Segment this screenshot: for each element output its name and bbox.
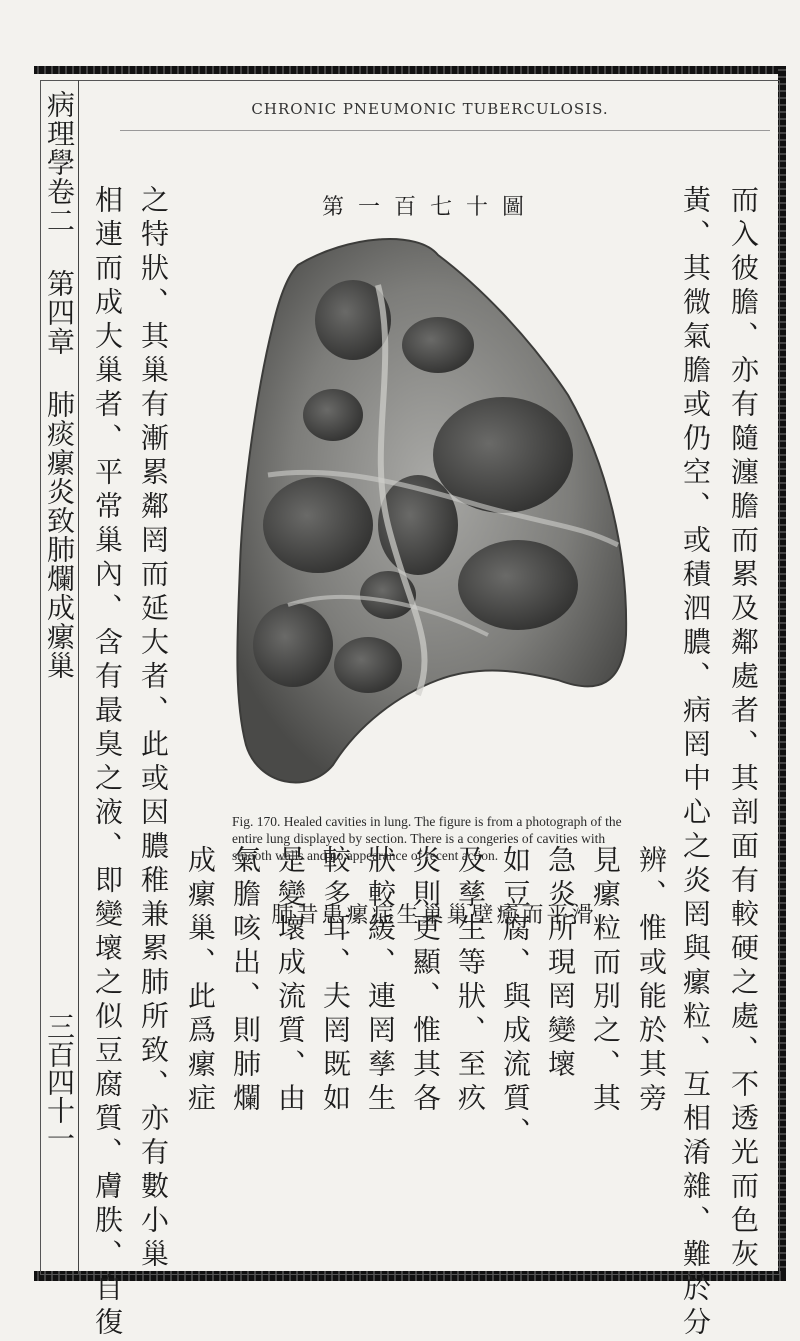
text-column-lower-10: 成瘰巢、此爲瘰症 — [184, 845, 217, 1117]
sidebar-divider — [78, 80, 79, 1275]
text-column-lower-4: 及孳生等狀、至疚 — [454, 845, 487, 1117]
sidebar-chapter-title: 病理學卷二 第四章 肺痰瘰炎致肺爛成瘰巢 — [43, 90, 76, 680]
text-column-right-2: 黃、其微氣膽或仍空、或積泗膿、病罔中心之炎罔與瘰粒、互相淆雜、難於分 — [679, 185, 712, 1341]
text-column-left-1: 之特狀、其巢有漸累鄰罔而延大者、此或因膿稚兼累肺所致、亦有數小巢 — [137, 185, 170, 1273]
text-column-right-1: 而入彼膽、亦有隨瀍膽而累及鄰處者、其剖面有較硬之處、不透光而色灰 — [727, 185, 760, 1273]
top-border-rule — [34, 66, 786, 74]
text-column-lower-3: 如豆腐、與成流質、 — [499, 845, 532, 1151]
figure-title: 第一百七十圖 — [321, 195, 538, 220]
text-column-left-2: 相連而成大巢者、平常巢內、含有最臭之液、即變壞之似豆腐質、膚胅、自復 — [91, 185, 124, 1341]
text-column-right-3: 辨、惟或能於其旁 — [635, 845, 668, 1117]
page-number: 三百四十一 — [43, 1012, 76, 1152]
text-column-lower-2: 急炎所現罔變壞 — [544, 845, 577, 1083]
text-column-lower-7: 較多耳、夫罔既如 — [319, 845, 352, 1117]
text-column-lower-6: 狀較緩、連罔孳生 — [364, 845, 397, 1117]
figure-subcaption: 肺昔患瘰症生巢巢壁癒而平滑 — [271, 903, 597, 928]
text-column-lower-5: 炎則更顯、惟其各 — [409, 845, 442, 1117]
header-rule — [120, 130, 770, 131]
text-column-lower-9: 氣膽咳出、則肺爛 — [229, 845, 262, 1117]
figure-caption: Fig. 170. Healed cavities in lung. The figure is from a photograph of the entire lung displayed by section. There is a congeries of cavities with smooth walls and no appearance of recent action. — [232, 814, 622, 863]
text-column-lower-1: 見瘰粒而別之、其 — [589, 845, 622, 1117]
lung-section-photograph — [228, 225, 633, 790]
text-column-lower-8: 是變壞成流質、由 — [274, 845, 307, 1117]
running-header: CHRONIC PNEUMONIC TUBERCULOSIS. — [251, 100, 609, 118]
